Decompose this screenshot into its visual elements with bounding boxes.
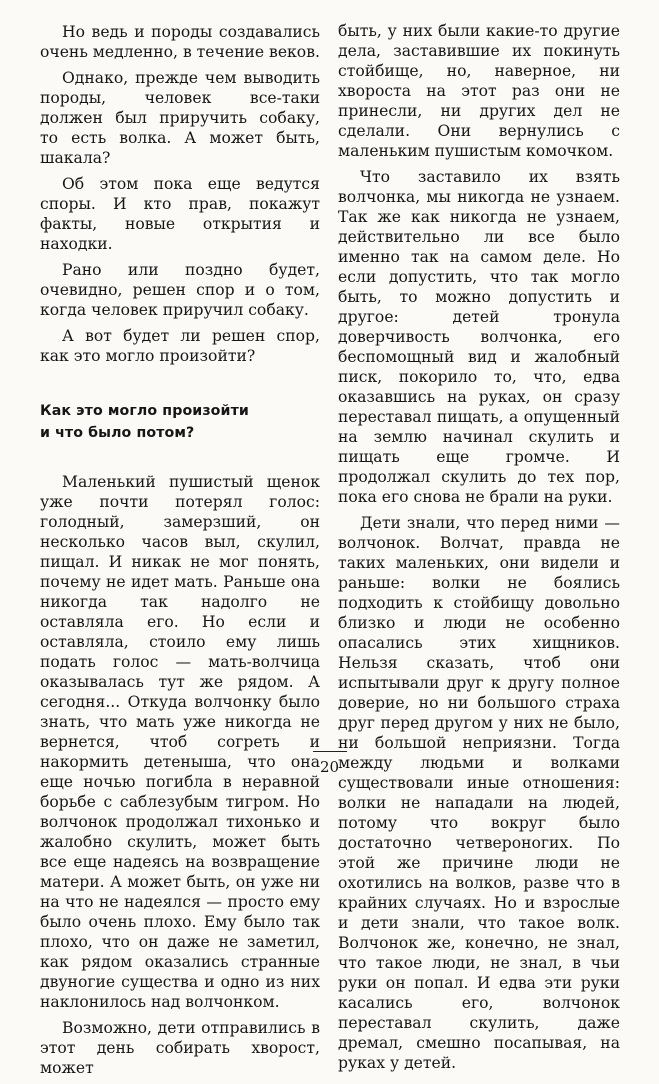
paragraph: Что заставило их взять волчонка, мы никогда не узнаем. Так же как никогда не узнаем, действительно ли все было именно так на самом деле. Но если допустить, что так могло быть, то можно допустить и другое: детей тронула доверчивость волчонка, его беспомощный вид и жалобный писк, покорило то, что, едва оказавшись на руках, он сразу переставал пищать, а опущенный на землю начинал скулить и пищать еще громче. И продолжал скулить до тех пор, пока его снова не брали на руки. (338, 168, 620, 506)
paragraph: Возможно, дети отправились в этот день собирать хворост, может (40, 1019, 320, 1077)
paragraph: Но ведь и породы создавались очень медленно, в течение веков. (40, 23, 320, 61)
paragraph-continuation: быть, у них были какие-то другие дела, заставившие их покинуть стойбище, но, наверное, ни хвороста на этот раз они не принесли, ни других дел не сделали. Они вернулись с маленьким пушистым комочком. (338, 22, 620, 160)
paragraph: Дети знали, что перед ними — волчонок. Волчат, правда не таких маленьких, они видели и раньше: волки не боялись подходить к стойбищу довольно близко и люди не особенно опасались этих хищников. Нельзя сказать, чтоб они испытывали друг к другу полное доверие, но ни большого страха друг перед другом у них не было, ни большой неприязни. Тогда между людьми и волками существовали иные отношения: волки не нападали на людей, потому что вокруг было достаточно четвероногих. По этой же причине люди не охотились на волков, разве что в крайних случаях. Но и взрослые и дети знали, что такое волк. Волчонок же, конечно, не знал, что такое люди, не знал, в чьи руки он попал. И едва эти руки касались его, волчонок переставал скулить, даже дремал, смешно посапывая, на руках у детей. (338, 514, 620, 1072)
section-heading-line-1: Как это могло произойти (40, 403, 249, 419)
page-number: 20 (319, 758, 340, 776)
section-heading-line-2: и что было потом? (40, 425, 195, 441)
paragraph: А вот будет ли решен спор, как это могло произойти? (40, 327, 320, 365)
section-heading (40, 400, 320, 444)
right-column (338, 21, 620, 1079)
left-column (40, 22, 320, 1084)
paragraph: Рано или поздно будет, очевидно, решен спор и о том, когда человек приручил собаку. (40, 261, 320, 319)
paragraph: Однако, прежде чем выводить породы, человек все-таки должен был приручить собаку, то есть волка. А может быть, шакала? (40, 69, 320, 167)
footer-rule (313, 751, 347, 752)
paragraph: Маленький пушистый щенок уже почти потерял голос: голодный, замерзший, он несколько часов выл, скулил, пищал. И никак не мог понять, почему не идет мать. Раньше она никогда так надолго не оставляла его. Но если и оставляла, стоило ему лишь подать голос — мать-волчица оказывалась тут же рядом. А сегодня... Откуда волчонку было знать, что мать уже никогда не вернется, чтоб согреть и накормить детеныша, что она еще ночью погибла в неравной борьбе с саблезубым тигром. Но волчонок продолжал тихонько и жалобно скулить, может быть все еще надеясь на возвращение матери. А может быть, он уже ни на что не надеялся — просто ему было очень плохо. Ему было так плохо, что он даже не заметил, как рядом оказались странные двуногие существа и одно из них наклонилось над волчонком. (40, 473, 320, 1011)
paragraph: Об этом пока еще ведутся споры. И кто прав, покажут факты, новые открытия и находки. (40, 175, 320, 253)
